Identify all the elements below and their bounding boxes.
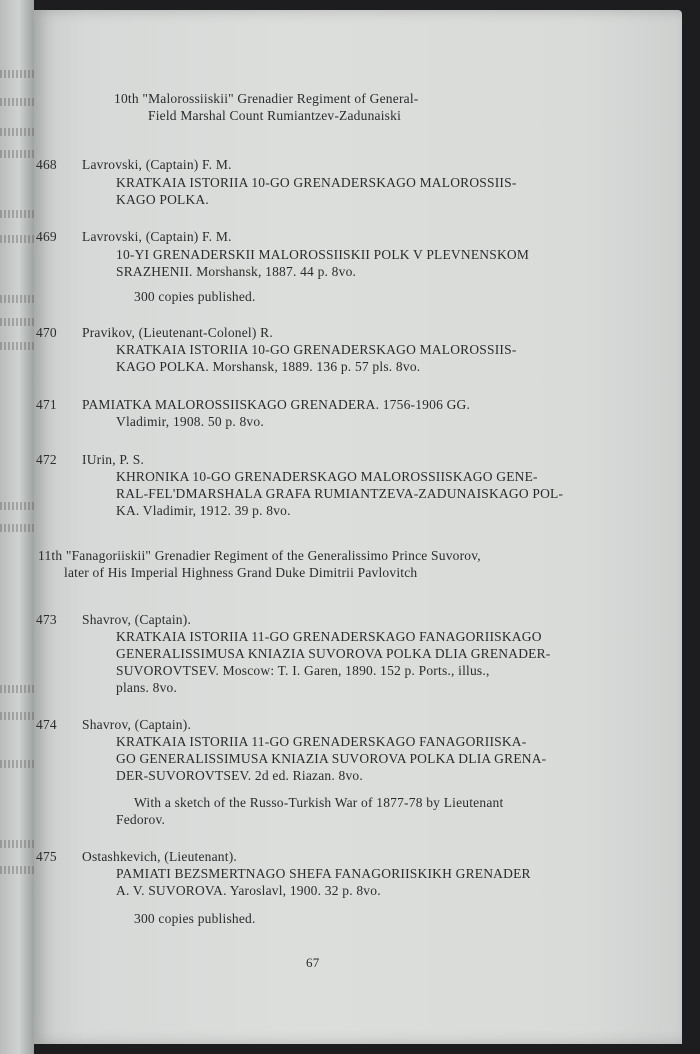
entry-title-line: KRATKAIA ISTORIIA 11-GO GRENADERSKAGO FANAGORIISKAGO	[116, 629, 542, 644]
entry-title-line: KRATKAIA ISTORIIA 11-GO GRENADERSKAGO FANAGORIISKA-	[116, 734, 527, 749]
entry-title-line: KA. Vladimir, 1912. 39 p. 8vo.	[116, 503, 291, 518]
entry-title-line: RAL-FEL'DMARSHALA GRAFA RUMIANTZEVA-ZADUNAISKAGO POL-	[116, 486, 564, 501]
entry-title-line: KAGO POLKA. Morshansk, 1889. 136 p. 57 pls. 8vo.	[116, 359, 421, 374]
facing-text-fragment	[0, 685, 34, 693]
facing-text-fragment	[0, 524, 34, 532]
entry-note: Fedorov.	[116, 812, 166, 827]
entry-title-line: PAMIATKA MALOROSSIISKAGO GRENADERA. 1756-1906 GG.	[82, 397, 471, 412]
entry-author: Lavrovski, (Captain) F. M.	[82, 157, 232, 172]
entry-number: 475	[36, 849, 57, 864]
facing-text-fragment	[0, 760, 34, 768]
entry-author: Ostashkevich, (Lieutenant).	[82, 849, 237, 864]
entry-title-line: KRATKAIA ISTORIIA 10-GO GRENADERSKAGO MALOROSSIIS-	[116, 342, 517, 357]
entry-title-line: plans. 8vo.	[116, 680, 178, 695]
entry-title-line: KAGO POLKA.	[116, 192, 209, 207]
entry-title-line: A. V. SUVOROVA. Yaroslavl, 1900. 32 p. 8vo.	[116, 883, 381, 898]
entry-title-line: GO GENERALISSIMUSA KNIAZIA SUVOROVA POLKA DLIA GRENA-	[116, 751, 547, 766]
facing-text-fragment	[0, 98, 34, 106]
facing-text-fragment	[0, 712, 34, 720]
facing-text-fragment	[0, 128, 34, 136]
entry-title-line: KHRONIKA 10-GO GRENADERSKAGO MALOROSSIISKAGO GENE-	[116, 469, 538, 484]
facing-text-fragment	[0, 70, 34, 78]
entry-number: 471	[36, 397, 57, 412]
entry-title-line: SUVOROVTSEV. Moscow: T. I. Garen, 1890. 152 p. Ports., illus.,	[116, 663, 490, 678]
entry-author: IUrin, P. S.	[82, 452, 145, 467]
entry-number: 473	[36, 612, 57, 627]
facing-text-fragment	[0, 318, 34, 326]
section-heading-line: 10th "Malorossiiskii" Grenadier Regiment of General-	[114, 91, 419, 106]
entry-title-line: 10-YI GRENADERSKII MALOROSSIISKII POLK V PLEVNENSKOM	[116, 247, 530, 262]
facing-text-fragment	[0, 150, 34, 158]
facing-text-fragment	[0, 342, 34, 350]
book-page	[34, 10, 682, 1044]
entry-title-line: KRATKAIA ISTORIIA 10-GO GRENADERSKAGO MALOROSSIIS-	[116, 175, 517, 190]
page-content	[34, 10, 682, 1044]
facing-text-fragment	[0, 295, 34, 303]
facing-page-edge	[0, 0, 34, 1054]
entry-title-line: PAMIATI BEZSMERTNAGO SHEFA FANAGORIISKIKH GRENADER	[116, 866, 531, 881]
entry-note: 300 copies published.	[134, 911, 256, 926]
entry-author: Pravikov, (Lieutenant-Colonel) R.	[82, 325, 273, 340]
facing-text-fragment	[0, 866, 34, 874]
section-heading-line: 11th "Fanagoriiskii" Grenadier Regiment of the Generalissimo Prince Suvorov,	[38, 548, 481, 563]
entry-number: 469	[36, 229, 57, 244]
entry-title-line: DER-SUVOROVTSEV. 2d ed. Riazan. 8vo.	[116, 768, 363, 783]
facing-text-fragment	[0, 502, 34, 510]
entry-number: 468	[36, 157, 57, 172]
entry-author: Shavrov, (Captain).	[82, 717, 192, 732]
entry-author: Lavrovski, (Captain) F. M.	[82, 229, 232, 244]
entry-author: Shavrov, (Captain).	[82, 612, 192, 627]
entry-note: 300 copies published.	[134, 289, 256, 304]
entry-title-line: SRAZHENII. Morshansk, 1887. 44 p. 8vo.	[116, 264, 357, 279]
entry-title-line: Vladimir, 1908. 50 p. 8vo.	[116, 414, 264, 429]
entry-number: 470	[36, 325, 57, 340]
facing-text-fragment	[0, 840, 34, 848]
entry-number: 472	[36, 452, 57, 467]
entry-note: With a sketch of the Russo-Turkish War of 1877-78 by Lieutenant	[134, 795, 504, 810]
facing-text-fragment	[0, 210, 34, 218]
facing-text-fragment	[0, 235, 34, 243]
entry-title-line: GENERALISSIMUSA KNIAZIA SUVOROVA POLKA DLIA GRENADER-	[116, 646, 551, 661]
section-heading-line: later of His Imperial Highness Grand Duke Dimitrii Pavlovitch	[64, 565, 418, 580]
entry-number: 474	[36, 717, 57, 732]
page-number: 67	[306, 955, 320, 970]
section-heading-line: Field Marshal Count Rumiantzev-Zadunaiski	[148, 108, 402, 123]
